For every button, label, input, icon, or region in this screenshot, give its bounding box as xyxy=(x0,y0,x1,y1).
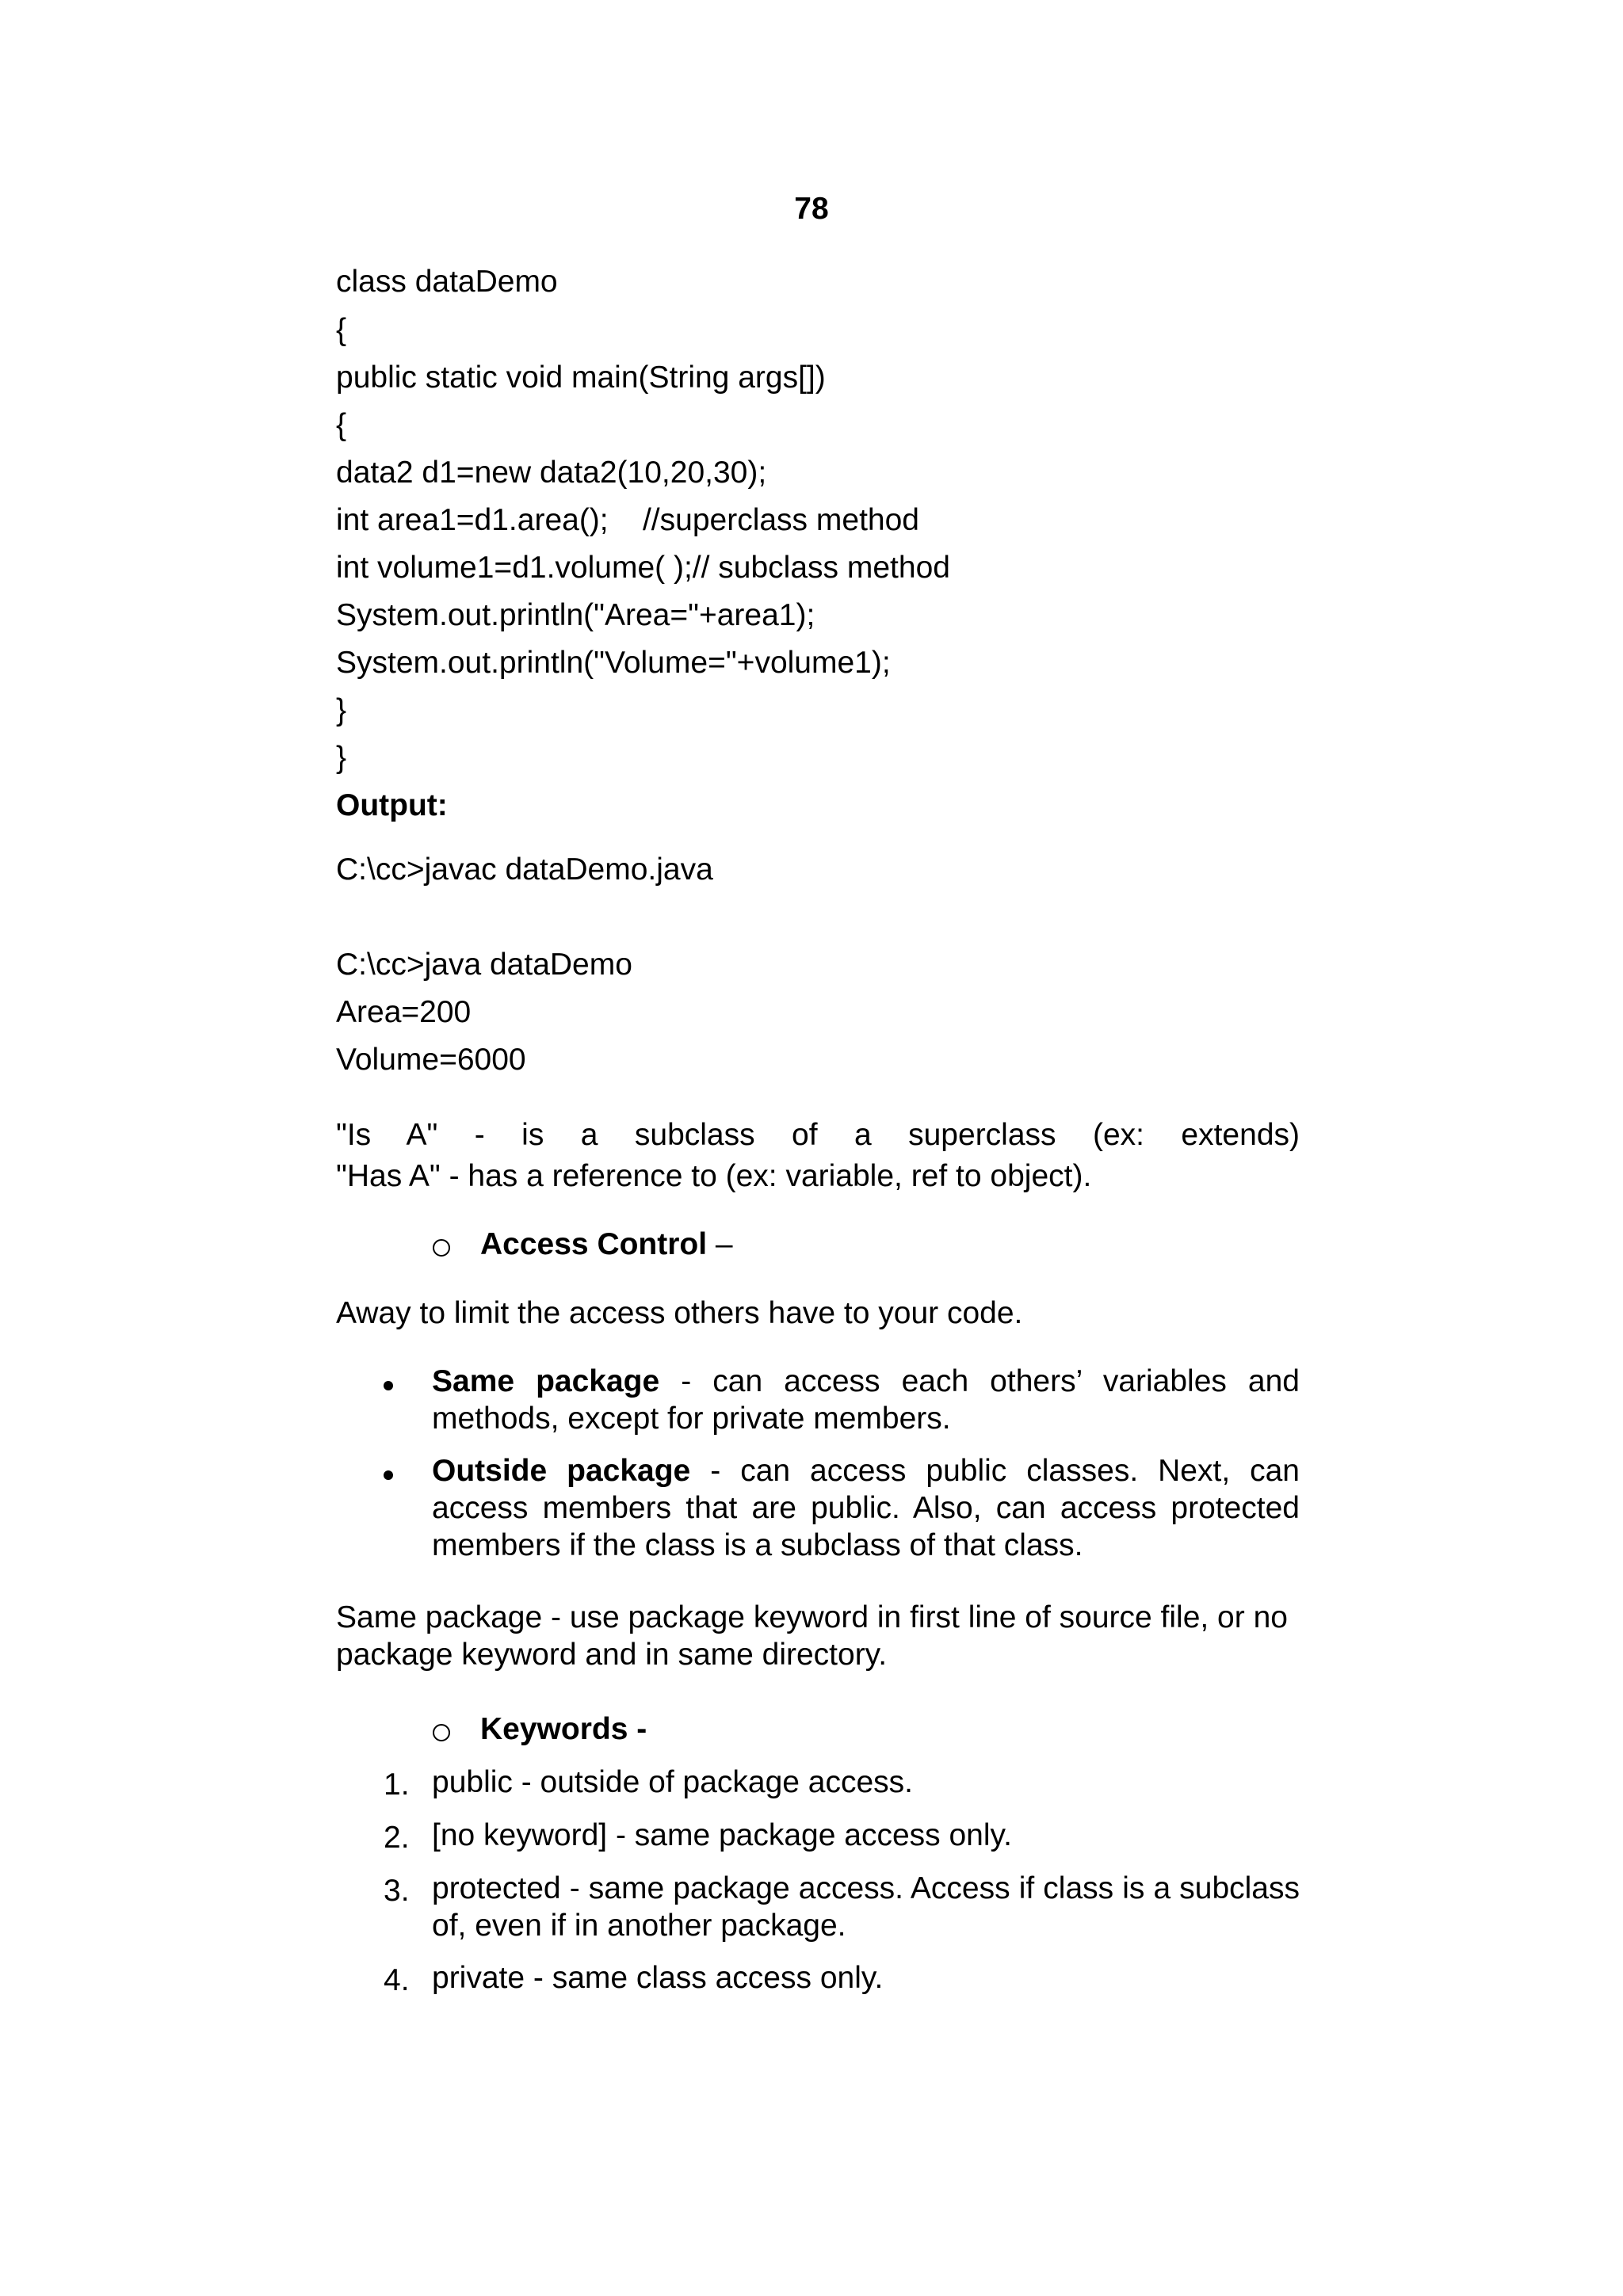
page-number: 78 xyxy=(794,192,829,226)
output-line: Volume=6000 xyxy=(336,1043,526,1077)
list-item: private - same class access only. xyxy=(432,1961,884,1995)
code-line: int area1=d1.area(); //superclass method xyxy=(336,503,919,537)
list-item: public - outside of package access. xyxy=(432,1765,914,1799)
has-a-description: "Has A" - has a reference to (ex: variable, ref to object). xyxy=(336,1159,1092,1193)
code-line: { xyxy=(336,408,347,442)
list-number: 1. xyxy=(384,1768,410,1802)
code-line: } xyxy=(336,693,347,727)
bullet-dot-icon xyxy=(384,1470,393,1480)
code-line: data2 d1=new data2(10,20,30); xyxy=(336,456,767,490)
list-number: 2. xyxy=(384,1821,410,1855)
code-line: public static void main(String args[]) xyxy=(336,360,826,395)
code-line: { xyxy=(336,313,347,347)
bullet-item xyxy=(432,1452,1300,1564)
bullet-term: Outside package xyxy=(432,1454,691,1488)
bullet-item xyxy=(432,1363,1300,1437)
code-line: System.out.println("Area="+area1); xyxy=(336,598,815,632)
access-control-title: Access Control xyxy=(480,1227,708,1261)
keywords-heading: Keywords - xyxy=(480,1712,647,1746)
output-line: C:\cc>java dataDemo xyxy=(336,948,632,982)
output-line: Area=200 xyxy=(336,995,472,1029)
list-number: 3. xyxy=(384,1874,410,1908)
code-line: } xyxy=(336,741,347,775)
hollow-bullet-icon xyxy=(433,1239,450,1257)
bullet-dot-icon xyxy=(384,1381,393,1390)
hollow-bullet-icon xyxy=(433,1724,450,1741)
bullet-description: - can access public classes. Next, can access members that are public. Also, can access protected members if the class is a subclass of that class. xyxy=(432,1454,1300,1562)
list-number: 4. xyxy=(384,1963,410,1997)
list-item: [no keyword] - same package access only. xyxy=(432,1818,1012,1852)
access-control-intro: Away to limit the access others have to your code. xyxy=(336,1296,1023,1330)
list-item: protected - same package access. Access if class is a subclass of, even if in another package. xyxy=(432,1871,1300,1943)
code-line: int volume1=d1.volume( );// subclass method xyxy=(336,551,950,585)
bullet-description: - can access each others’ variables and methods, except for private members. xyxy=(432,1364,1300,1436)
output-line: C:\cc>javac dataDemo.java xyxy=(336,852,713,887)
bullet-term: Same package xyxy=(432,1364,660,1398)
is-a-description: "Is A" - is a subclass of a superclass (ex: extends) xyxy=(336,1118,1300,1152)
access-control-suffix: – xyxy=(707,1227,733,1261)
code-line: class dataDemo xyxy=(336,265,558,299)
access-control-heading xyxy=(480,1229,733,1260)
same-package-note: Same package - use package keyword in first line of source file, or no package keyword and in same directory. xyxy=(336,1600,1288,1672)
code-line: System.out.println("Volume="+volume1); xyxy=(336,646,891,680)
output-label: Output: xyxy=(336,788,448,822)
